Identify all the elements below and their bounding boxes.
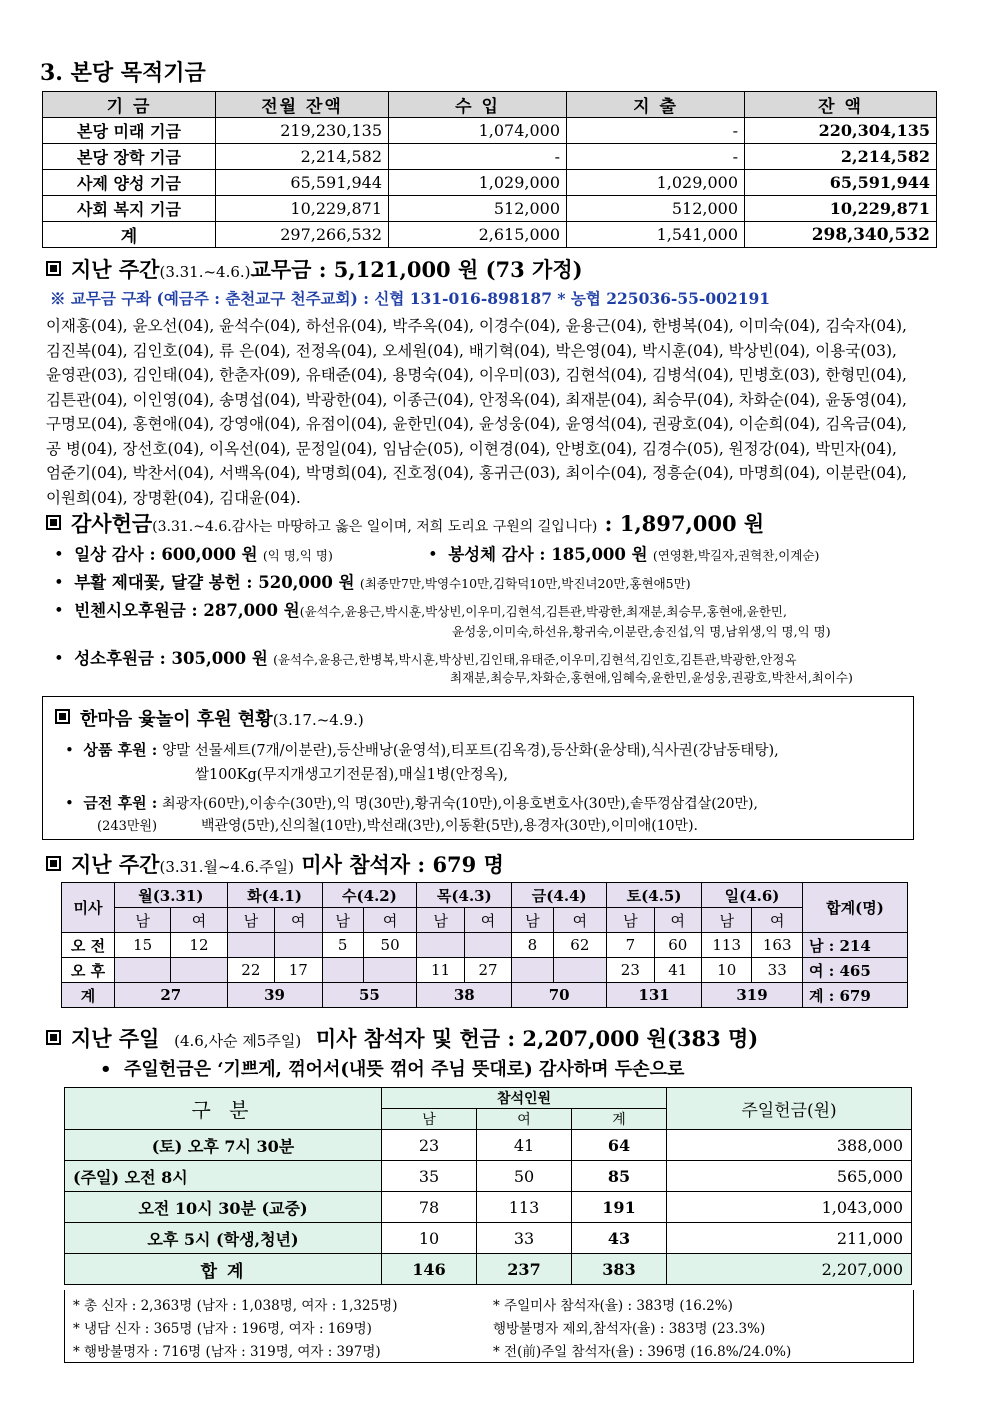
att-sum: 27 (115, 983, 228, 1008)
fund-header-cell: 기 금 (43, 92, 216, 118)
att-cell: 33 (752, 958, 803, 983)
sun-total-money: 2,207,000 (667, 1254, 912, 1285)
sun-att-header: 참석인원 (382, 1088, 667, 1109)
fund-cell: 1,541,000 (567, 222, 745, 248)
sun-female-header: 여 (477, 1109, 572, 1130)
sun-cell: 64 (572, 1130, 667, 1161)
fund-cell: 10,229,871 (745, 196, 937, 222)
att-cell (417, 933, 464, 958)
thanks-line-4: • 성소후원금 : 305,000 원 (윤석수,윤용근,한병복,박시훈,박상빈,김인태,유태준,이우미,김현석,김인호,김튼관,박광한,안정옥 (54, 649, 797, 668)
att-sum: 319 (702, 983, 803, 1008)
note-left: * 냉담 신자 : 365명 (남자 : 196명, 여자 : 169명) (73, 1321, 372, 1337)
sunday-period: (4.6,사순 제5주일) (174, 1032, 302, 1050)
sun-cell: 41 (477, 1130, 572, 1161)
sun-mass-time: 오전 10시 30분 (교중) (65, 1192, 382, 1223)
yut-money-cont: 백관영(5만),신의철(10만),박선래(3만),이동환(5만),용경자(30만),이미애(10만). (201, 818, 698, 834)
att-cell (512, 958, 553, 983)
weekly-heading (46, 849, 504, 879)
att-male: 남 (417, 908, 464, 933)
att-total-male: 남 : 214 (803, 933, 908, 958)
sun-row (65, 1192, 912, 1223)
att-cell (322, 958, 363, 983)
yut-money-label: 금전 후원 : (83, 794, 158, 812)
note-right: 행방불명자 제외,참석자(율) : 383명 (23.3%) (493, 1321, 766, 1337)
att-sum-label: 계 (62, 983, 115, 1008)
weekly-attendance-table (61, 882, 908, 1008)
att-cell (227, 933, 274, 958)
fund-cell: 219,230,135 (216, 118, 389, 144)
fund-cell: 2,214,582 (216, 144, 389, 170)
sun-total-row (65, 1254, 912, 1285)
sun-cell: 35 (382, 1161, 477, 1192)
note-left: * 행방불명자 : 716명 (남자 : 319명, 여자 : 397명) (73, 1344, 381, 1360)
sun-total-cell: 237 (477, 1254, 572, 1285)
kyomu-label: 교무금 : 5,121,000 원 (73 가정) (250, 257, 583, 282)
name-line: 윤영관(03), 김인태(04), 한춘자(09), 유태준(04), 용명숙(04), 이우미(03), 김현석(04), 김병석(04), 민병호(03), 한형민(04), (46, 366, 907, 384)
sun-total-header: 계 (572, 1109, 667, 1130)
note-left: * 총 신자 : 2,363명 (남자 : 1,038명, 여자 : 1,325명) (73, 1298, 398, 1314)
fund-cell: 10,229,871 (216, 196, 389, 222)
sun-row (65, 1130, 912, 1161)
att-female: 여 (363, 908, 417, 933)
kyomu-period: (3.31.~4.6.) (159, 263, 251, 281)
sun-money: 1,043,000 (667, 1192, 912, 1223)
att-female: 여 (171, 908, 227, 933)
att-cell: 27 (464, 958, 511, 983)
sun-cell: 10 (382, 1223, 477, 1254)
name-line: 이재홍(04), 윤오선(04), 윤석수(04), 하선유(04), 박주옥(04), 이경수(04), 윤용근(04), 한병복(04), 이미숙(04), 김숙자(04), (46, 317, 907, 335)
att-cell: 17 (275, 958, 322, 983)
fund-name: 사제 양성 기금 (43, 170, 216, 196)
att-total-female: 여 : 465 (803, 958, 908, 983)
fund-name: 본당 미래 기금 (43, 118, 216, 144)
sun-mass-time: 오후 5시 (학생,청년) (65, 1223, 382, 1254)
att-cell: 11 (417, 958, 464, 983)
att-am-label: 오 전 (62, 933, 115, 958)
square-bullet-icon (46, 515, 61, 530)
sun-row (65, 1223, 912, 1254)
att-male: 남 (702, 908, 752, 933)
sun-cell: 85 (572, 1161, 667, 1192)
att-cell: 22 (227, 958, 274, 983)
att-sex-row (62, 908, 908, 933)
yut-money-total: (243만원) (97, 819, 158, 834)
yut-goods-items: 양말 선물세트(7개/이분란),등산배낭(윤영석),티포트(김옥경),등산화(윤상태),식사권(강남동태탕), (162, 743, 779, 759)
att-female: 여 (464, 908, 511, 933)
sun-gubun-header: 구 분 (65, 1088, 382, 1130)
sun-money: 211,000 (667, 1223, 912, 1254)
fund-header-cell: 수 입 (389, 92, 567, 118)
sunday-notes-box (64, 1290, 914, 1363)
att-sum: 38 (417, 983, 512, 1008)
att-day: 화(4.1) (227, 883, 322, 908)
sunday-heading (46, 1023, 758, 1053)
fund-header-cell: 전월 잔액 (216, 92, 389, 118)
sun-total-label: 합 계 (65, 1254, 382, 1285)
yut-money-items: 최광자(60만),이송수(30만),익 명(30만),황귀숙(10만),이용호변호사(30만),솥뚜껑삼겹살(20만), (162, 796, 758, 812)
square-bullet-icon (46, 1030, 61, 1045)
att-male: 남 (607, 908, 654, 933)
fund-row (43, 144, 937, 170)
thanks-names: (윤석수,윤용근,박시훈,박상빈,이우미,김현석,김튼관,박광한,최재분,최승무,홍현애,윤한민, (299, 604, 787, 619)
sun-cell: 23 (382, 1130, 477, 1161)
thanks-sub: (3.31.~4.6.감사는 마땅하고 옳은 일이며, 저희 도리요 구원의 길입니다) (152, 519, 598, 535)
fund-header-cell: 지 출 (567, 92, 745, 118)
att-total-header: 합계(명) (803, 883, 908, 933)
kyomu-account: ※ 교무금 구좌 (예금주 : 춘천교구 천주교회) : 신협 131-016-898187 * 농협 225036-55-002191 (50, 289, 771, 308)
sun-cell: 33 (477, 1223, 572, 1254)
thanks-line-2: • 부활 제대꽃, 달걀 봉헌 : 520,000 원 (최종만7만,박영수10만,김학덕10만,박진녀20만,홍현애5만) (54, 573, 691, 592)
sun-mass-time: (토) 오후 7시 30분 (65, 1130, 382, 1161)
note-right: * 주일미사 참석자(율) : 383명 (16.2%) (493, 1298, 733, 1314)
fund-row (43, 118, 937, 144)
sun-total-cell: 383 (572, 1254, 667, 1285)
att-cell: 113 (702, 933, 752, 958)
yut-box (42, 696, 914, 840)
square-bullet-icon (55, 709, 70, 724)
fund-cell: 298,340,532 (745, 222, 937, 248)
name-line: 공 병(04), 장선호(04), 이옥선(04), 문정일(04), 임남순(05), 이현경(04), 안병호(04), 김경수(05), 원정강(04), 박민자(04), (46, 439, 897, 458)
thanks-names-cont: 최재분,최승무,차화순,홍현애,임혜숙,윤한민,윤성웅,권광호,박찬서,최이수) (450, 670, 853, 685)
name-line: 김진복(04), 김인호(04), 류 은(04), 전정옥(04), 오세원(04), 배기혁(04), 박은영(04), 박시훈(04), 박상빈(04), 이용국(03), (46, 341, 897, 360)
weekly-period: (3.31.월~4.6.주일) (159, 858, 295, 876)
fund-row (43, 170, 937, 196)
att-cell: 12 (171, 933, 227, 958)
sun-cell: 191 (572, 1192, 667, 1223)
sunday-label: 미사 참석자 및 헌금 : 2,207,000 원(383 명) (315, 1026, 759, 1051)
thanks-title: 감사헌금 (71, 511, 153, 536)
yut-goods-cont: 쌀100Kg(무지개생고기전문점),매실1병(안정옥), (195, 767, 508, 783)
thanks-text: 성소후원금 : 305,000 원 (74, 649, 268, 668)
yut-heading (55, 705, 364, 731)
att-day: 일(4.6) (702, 883, 803, 908)
sunday-bullet-text: 주일헌금은 ‘기쁘게, 꺾어서(내뜻 꺾어 주님 뜻대로) 감사하며 두손으로 (124, 1059, 685, 1080)
sun-cell: 113 (477, 1192, 572, 1223)
att-female: 여 (275, 908, 322, 933)
att-cell: 163 (752, 933, 803, 958)
att-female: 여 (553, 908, 607, 933)
fund-cell: 512,000 (567, 196, 745, 222)
thanks-text: 부활 제대꽃, 달걀 봉헌 : 520,000 원 (74, 573, 355, 592)
fund-row (43, 196, 937, 222)
note-right: * 전(前)주일 참석자(율) : 396명 (16.8%/24.0%) (493, 1344, 792, 1360)
sunday-bullet: • 주일헌금은 ‘기쁘게, 꺾어서(내뜻 꺾어 주님 뜻대로) 감사하며 두손으로 (100, 1059, 685, 1080)
sun-cell: 43 (572, 1223, 667, 1254)
fund-cell: 512,000 (389, 196, 567, 222)
att-female: 여 (752, 908, 803, 933)
fund-cell: 65,591,944 (745, 170, 937, 196)
thanks-line-3: • 빈첸시오후원금 : 287,000 원(윤석수,윤용근,박시훈,박상빈,이우미,김현석,김튼관,박광한,최재분,최승무,홍현애,윤한민, (54, 601, 787, 620)
att-day: 토(4.5) (607, 883, 702, 908)
fund-header-cell: 잔 액 (745, 92, 937, 118)
fund-total-row (43, 222, 937, 248)
yut-money: • 금전 후원 : 최광자(60만),이송수(30만),익 명(30만),황귀숙(10만),이용호변호사(30만),솥뚜껑삼겹살(20만), (65, 794, 758, 812)
fund-cell: 1,029,000 (567, 170, 745, 196)
sun-mass-time: (주일) 오전 8시 (65, 1161, 382, 1192)
fund-name: 계 (43, 222, 216, 248)
fund-cell: 1,074,000 (389, 118, 567, 144)
thanks-line-1b: • 봉성체 감사 : 185,000 원 (연영환,박길자,권혁찬,이계순) (428, 545, 820, 564)
att-male: 남 (512, 908, 553, 933)
sun-money: 388,000 (667, 1130, 912, 1161)
att-cell (363, 958, 417, 983)
thanks-text: 빈첸시오후원금 : 287,000 원 (74, 601, 300, 620)
square-bullet-icon (46, 261, 61, 276)
thanks-heading (46, 508, 764, 538)
fund-cell: - (567, 144, 745, 170)
att-cell (553, 958, 607, 983)
att-sum: 70 (512, 983, 607, 1008)
weekly-label: 미사 참석자 : 679 명 (301, 852, 504, 877)
yut-goods-label: 상품 후원 : (83, 741, 158, 759)
fund-name: 본당 장학 기금 (43, 144, 216, 170)
square-bullet-icon (46, 856, 61, 871)
att-header-row (62, 883, 908, 908)
kyomu-heading (46, 254, 583, 284)
sun-header-row (65, 1088, 912, 1109)
att-cell (464, 933, 511, 958)
att-day: 월(3.31) (115, 883, 228, 908)
att-pm-label: 오 후 (62, 958, 115, 983)
sun-cell: 78 (382, 1192, 477, 1223)
att-cell: 8 (512, 933, 553, 958)
sun-money-header: 주일헌금(원) (667, 1088, 912, 1130)
att-cell: 10 (702, 958, 752, 983)
fund-cell: 220,304,135 (745, 118, 937, 144)
thanks-names-cont: 윤성웅,이미숙,하선유,황귀숙,이분란,송진섭,익 명,남위생,익 명,익 명) (452, 624, 831, 639)
att-am-row (62, 933, 908, 958)
yut-goods: • 상품 후원 : 양말 선물세트(7개/이분란),등산배낭(윤영석),티포트(김옥경),등산화(윤상태),식사권(강남동태탕), (65, 741, 779, 759)
att-pm-row (62, 958, 908, 983)
att-cell: 23 (607, 958, 654, 983)
fund-cell: - (389, 144, 567, 170)
att-male: 남 (227, 908, 274, 933)
fund-cell: 2,615,000 (389, 222, 567, 248)
fund-cell: 65,591,944 (216, 170, 389, 196)
name-line: 이원희(04), 장명환(04), 김대윤(04). (46, 488, 301, 507)
sun-money: 565,000 (667, 1161, 912, 1192)
thanks-names: (윤석수,윤용근,한병복,박시훈,박상빈,김인태,유태준,이우미,김현석,김인호,김튼관,박광한,안정옥 (273, 652, 797, 667)
kyomu-names (46, 314, 946, 510)
weekly-title: 지난 주간 (71, 852, 160, 877)
sunday-title: 지난 주일 (71, 1026, 160, 1051)
att-female: 여 (654, 908, 701, 933)
att-sum: 55 (322, 983, 417, 1008)
sun-total-cell: 146 (382, 1254, 477, 1285)
att-male: 남 (115, 908, 171, 933)
sun-cell: 50 (477, 1161, 572, 1192)
att-cell: 41 (654, 958, 701, 983)
att-mass-label: 미사 (62, 883, 115, 933)
fund-name: 사회 복지 기금 (43, 196, 216, 222)
fund-cell: 1,029,000 (389, 170, 567, 196)
att-sum-row (62, 983, 908, 1008)
fund-header-row (43, 92, 937, 118)
fund-cell: 297,266,532 (216, 222, 389, 248)
sunday-table (64, 1087, 912, 1285)
fund-cell: 2,214,582 (745, 144, 937, 170)
yut-period: (3.17.~4.9.) (272, 711, 364, 729)
att-day: 목(4.3) (417, 883, 512, 908)
att-male: 남 (322, 908, 363, 933)
att-cell: 50 (363, 933, 417, 958)
att-cell (171, 958, 227, 983)
att-cell: 7 (607, 933, 654, 958)
att-sum: 131 (607, 983, 702, 1008)
att-cell: 60 (654, 933, 701, 958)
thanks-names: (최종만7만,박영수10만,김학덕10만,박진녀20만,홍현애5만) (359, 576, 691, 591)
name-line: 엄준기(04), 박찬서(04), 서백옥(04), 박명희(04), 진호정(04), 홍귀근(03), 최이수(04), 정흥순(04), 마명희(04), 이분란(04), (46, 464, 907, 482)
fund-table (42, 91, 937, 248)
thanks-text: 일상 감사 : 600,000 원 (74, 545, 258, 564)
kyomu-title: 지난 주간 (71, 257, 160, 282)
sun-row (65, 1161, 912, 1192)
att-day: 금(4.4) (512, 883, 607, 908)
att-cell: 15 (115, 933, 171, 958)
sun-male-header: 남 (382, 1109, 477, 1130)
att-cell: 5 (322, 933, 363, 958)
att-total-all: 계 : 679 (803, 983, 908, 1008)
thanks-line-1a: • 일상 감사 : 600,000 원 (익 명,익 명) (54, 545, 333, 564)
att-cell (115, 958, 171, 983)
name-line: 구명모(04), 홍현애(04), 강영애(04), 유점이(04), 윤한민(04), 윤성웅(04), 윤영석(04), 권광호(04), 이순희(04), 김옥금(04), (46, 415, 907, 433)
thanks-names: (연영환,박길자,권혁찬,이계순) (652, 548, 820, 563)
att-cell: 62 (553, 933, 607, 958)
section-title-funds: 3. 본당 목적기금 (40, 60, 206, 86)
thanks-total: : 1,897,000 원 (604, 511, 765, 536)
att-sum: 39 (227, 983, 322, 1008)
thanks-text: 봉성체 감사 : 185,000 원 (448, 545, 648, 564)
fund-cell: - (567, 118, 745, 144)
thanks-names: (익 명,익 명) (262, 548, 333, 563)
yut-title: 한마음 윷놀이 후원 현황 (80, 709, 273, 730)
att-cell (275, 933, 322, 958)
att-day: 수(4.2) (322, 883, 417, 908)
name-line: 김튼관(04), 이인영(04), 송명섭(04), 박광한(04), 이종근(04), 안정옥(04), 최재분(04), 최승무(04), 차화순(04), 윤동영(04), (46, 390, 907, 409)
